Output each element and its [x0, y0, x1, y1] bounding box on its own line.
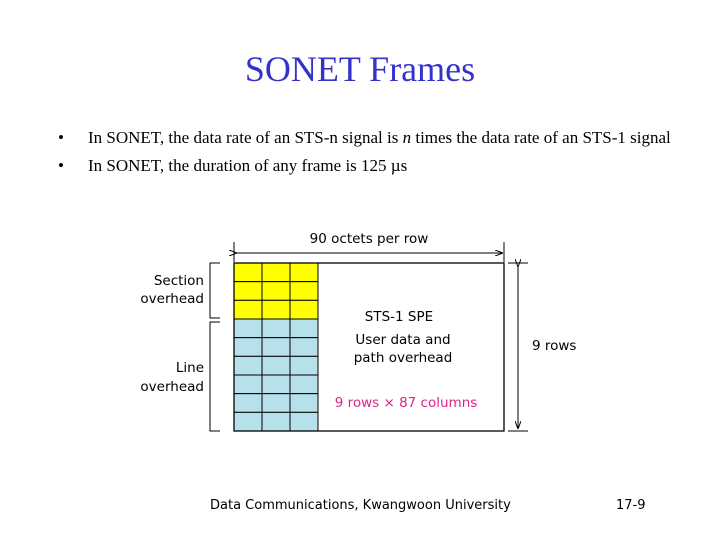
line-overhead-cell [290, 319, 318, 338]
line-overhead-cell [290, 375, 318, 394]
slide-title: SONET Frames [244, 49, 476, 89]
section-overhead-cell [290, 300, 318, 319]
line-overhead-cell [262, 375, 290, 394]
section-overhead-cell [262, 282, 290, 301]
width-label: 90 octets per row [309, 231, 429, 247]
bullet-item: • In SONET, the duration of any frame is 125 µs [58, 156, 408, 175]
height-arrow [508, 263, 528, 431]
overhead-grid [234, 263, 318, 431]
bullet-item: • In SONET, the data rate of an STS-n signal is n times the data rate of an STS-1 signal [58, 128, 671, 147]
line-overhead-cell [290, 356, 318, 375]
height-label: 9 rows [532, 338, 577, 354]
section-bracket [210, 263, 220, 318]
line-overhead-cell [234, 375, 262, 394]
svg-text:overhead: overhead [140, 291, 204, 307]
line-overhead-cell [234, 394, 262, 413]
spe-title: STS-1 SPE [364, 309, 434, 325]
spe-size: 9 rows × 87 columns [334, 395, 478, 411]
bullet-icon: • [58, 156, 64, 175]
section-overhead-cell [262, 300, 290, 319]
section-overhead-cell [234, 263, 262, 282]
page-number: 17-9 [616, 498, 646, 513]
svg-text:path overhead: path overhead [353, 350, 453, 366]
line-overhead-cell [234, 412, 262, 431]
svg-text:overhead: overhead [140, 379, 204, 395]
line-overhead-cell [262, 394, 290, 413]
footer-source: Data Communications, Kwangwoon University [210, 498, 511, 513]
line-bracket [210, 322, 220, 431]
line-overhead-cell [290, 412, 318, 431]
section-overhead-cell [290, 282, 318, 301]
line-overhead-cell [234, 319, 262, 338]
section-overhead-cell [234, 282, 262, 301]
section-label: Section [153, 273, 204, 289]
bullet-icon: • [58, 128, 64, 147]
line-label: Line [175, 360, 204, 376]
line-overhead-cell [262, 412, 290, 431]
section-overhead-cell [290, 263, 318, 282]
line-overhead-cell [290, 394, 318, 413]
section-overhead-cell [262, 263, 290, 282]
line-overhead-cell [234, 338, 262, 357]
line-overhead-cell [262, 338, 290, 357]
line-overhead-cell [290, 338, 318, 357]
line-overhead-cell [262, 356, 290, 375]
spe-desc: User data and [355, 332, 451, 348]
line-overhead-cell [234, 356, 262, 375]
line-overhead-cell [262, 319, 290, 338]
section-overhead-cell [234, 300, 262, 319]
